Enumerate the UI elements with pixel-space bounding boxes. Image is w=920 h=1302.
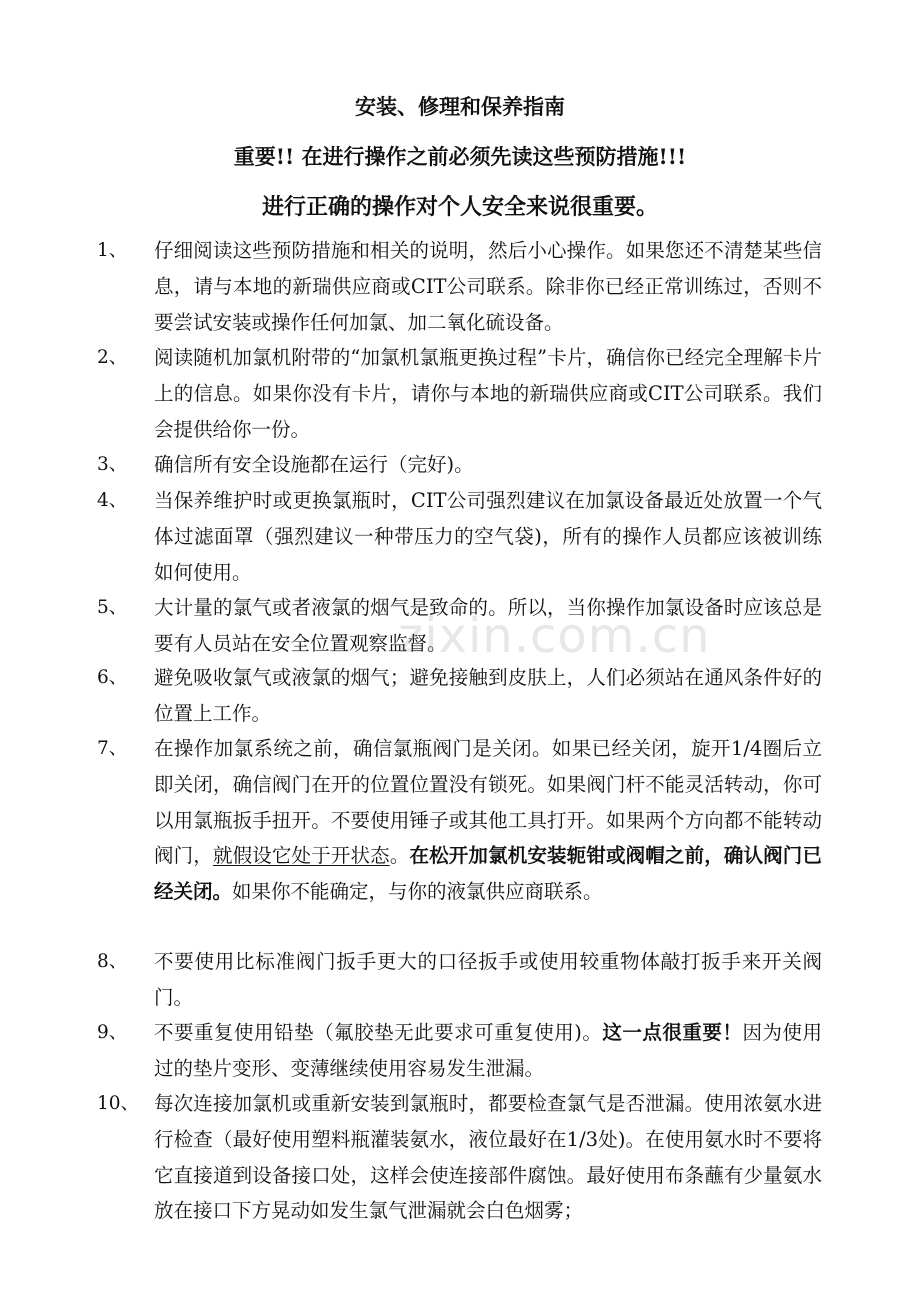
item-number: 1、 bbox=[97, 240, 128, 261]
item-number: 4、 bbox=[97, 490, 128, 511]
item-text-part: 在操作加氯系统之前，确信氯瓶阀门是关闭。如果已经关闭，旋开1/4圈后立即关闭，确信阀门在开的位置位置没有锁死。如果阀门杆不能灵活转动，你可以用氯瓶扳手扭开。不要使用锤子或其他工具打开。如果两个方向都不能转动阀门， bbox=[154, 737, 822, 868]
item-text-part: 如果你不能确定，与你的液氯供应商联系。 bbox=[232, 880, 603, 904]
item-text: 不要使用比标准阀门扳手更大的口径扳手或使用较重物体敲打扳手来开关阀门。 bbox=[154, 950, 822, 1009]
item-text-part: 。 bbox=[389, 844, 410, 868]
watermark: zixin.com.cn bbox=[398, 608, 711, 664]
document-title: 安装、修理和保养指南 bbox=[355, 94, 565, 119]
warning-heading: 重要!! 在进行操作之前必须先读这些预防措施!!! bbox=[233, 144, 687, 169]
item-number: 10、 bbox=[97, 1093, 140, 1114]
item-text bbox=[154, 1015, 822, 1087]
item-number: 6、 bbox=[97, 667, 128, 688]
item-text-part: 因为使用过的垫片变形、变薄继续使用容易发生泄漏。 bbox=[154, 1021, 822, 1080]
underlined-phrase: 就假设它处于开状态 bbox=[212, 844, 390, 868]
item-text: 确信所有安全设施都在运行（完好)。 bbox=[154, 453, 474, 476]
item-text: 阅读随机加氯机附带的“加氯机氯瓶更换过程”卡片，确信你已经完全理解卡片上的信息。如果你没有卡片，请你与本地的新瑞供应商或CIT公司联系。我们会提供给你一份。 bbox=[154, 346, 822, 441]
item-text: 避免吸收氯气或液氯的烟气；避免接触到皮肤上，人们必须站在通风条件好的位置上工作。 bbox=[154, 666, 822, 725]
item-number: 5、 bbox=[97, 597, 128, 618]
item-number: 7、 bbox=[97, 738, 128, 759]
item-number: 2、 bbox=[97, 347, 128, 368]
item-number: 9、 bbox=[97, 1022, 128, 1043]
bold-warning: 在松开加氯机安装轭钳或阀帽之前，确认阀门已经关闭。 bbox=[154, 844, 822, 904]
item-number: 3、 bbox=[97, 454, 128, 475]
item-text: 当保养维护时或更换氯瓶时，CIT公司强烈建议在加氯设备最近处放置一个气体过滤面罩（强烈建议一种带压力的空气袋)，所有的操作人员都应该被训练如何使用。 bbox=[154, 489, 822, 584]
item-text: 仔细阅读这些预防措施和相关的说明，然后小心操作。如果您还不清楚某些信息，请与本地的新瑞供应商或CIT公司联系。除非你已经正常训练过，否则不要尝试安装或操作任何加氯、加二氧化硫设备。 bbox=[154, 239, 822, 334]
item-number: 8、 bbox=[97, 951, 128, 972]
item-text-part: 不要重复使用铅垫（氟胶垫无此要求可重复使用)。 bbox=[154, 1021, 603, 1044]
bold-warning: 这一点很重要！ bbox=[602, 1021, 743, 1044]
document-subtitle: 进行正确的操作对个人安全来说很重要。 bbox=[261, 194, 658, 220]
item-text: 每次连接加氯机或重新安装到氯瓶时，都要检查氯气是否泄漏。使用浓氨水进行检查（最好使用塑料瓶灌装氨水，液位最好在1/3处)。在使用氨水时不要将它直接道到设备接口处，这样会使连接部件腐蚀。最好使用布条蘸有少量氨水放在接口下方晃动如发生氯气泄漏就会白色烟雾； bbox=[154, 1092, 822, 1223]
item-text bbox=[154, 731, 822, 910]
item-text: 大计量的氯气或者液氯的烟气是致命的。所以，当你操作加氯设备时应该总是要有人员站在安全位置观察监督。 bbox=[154, 596, 822, 655]
